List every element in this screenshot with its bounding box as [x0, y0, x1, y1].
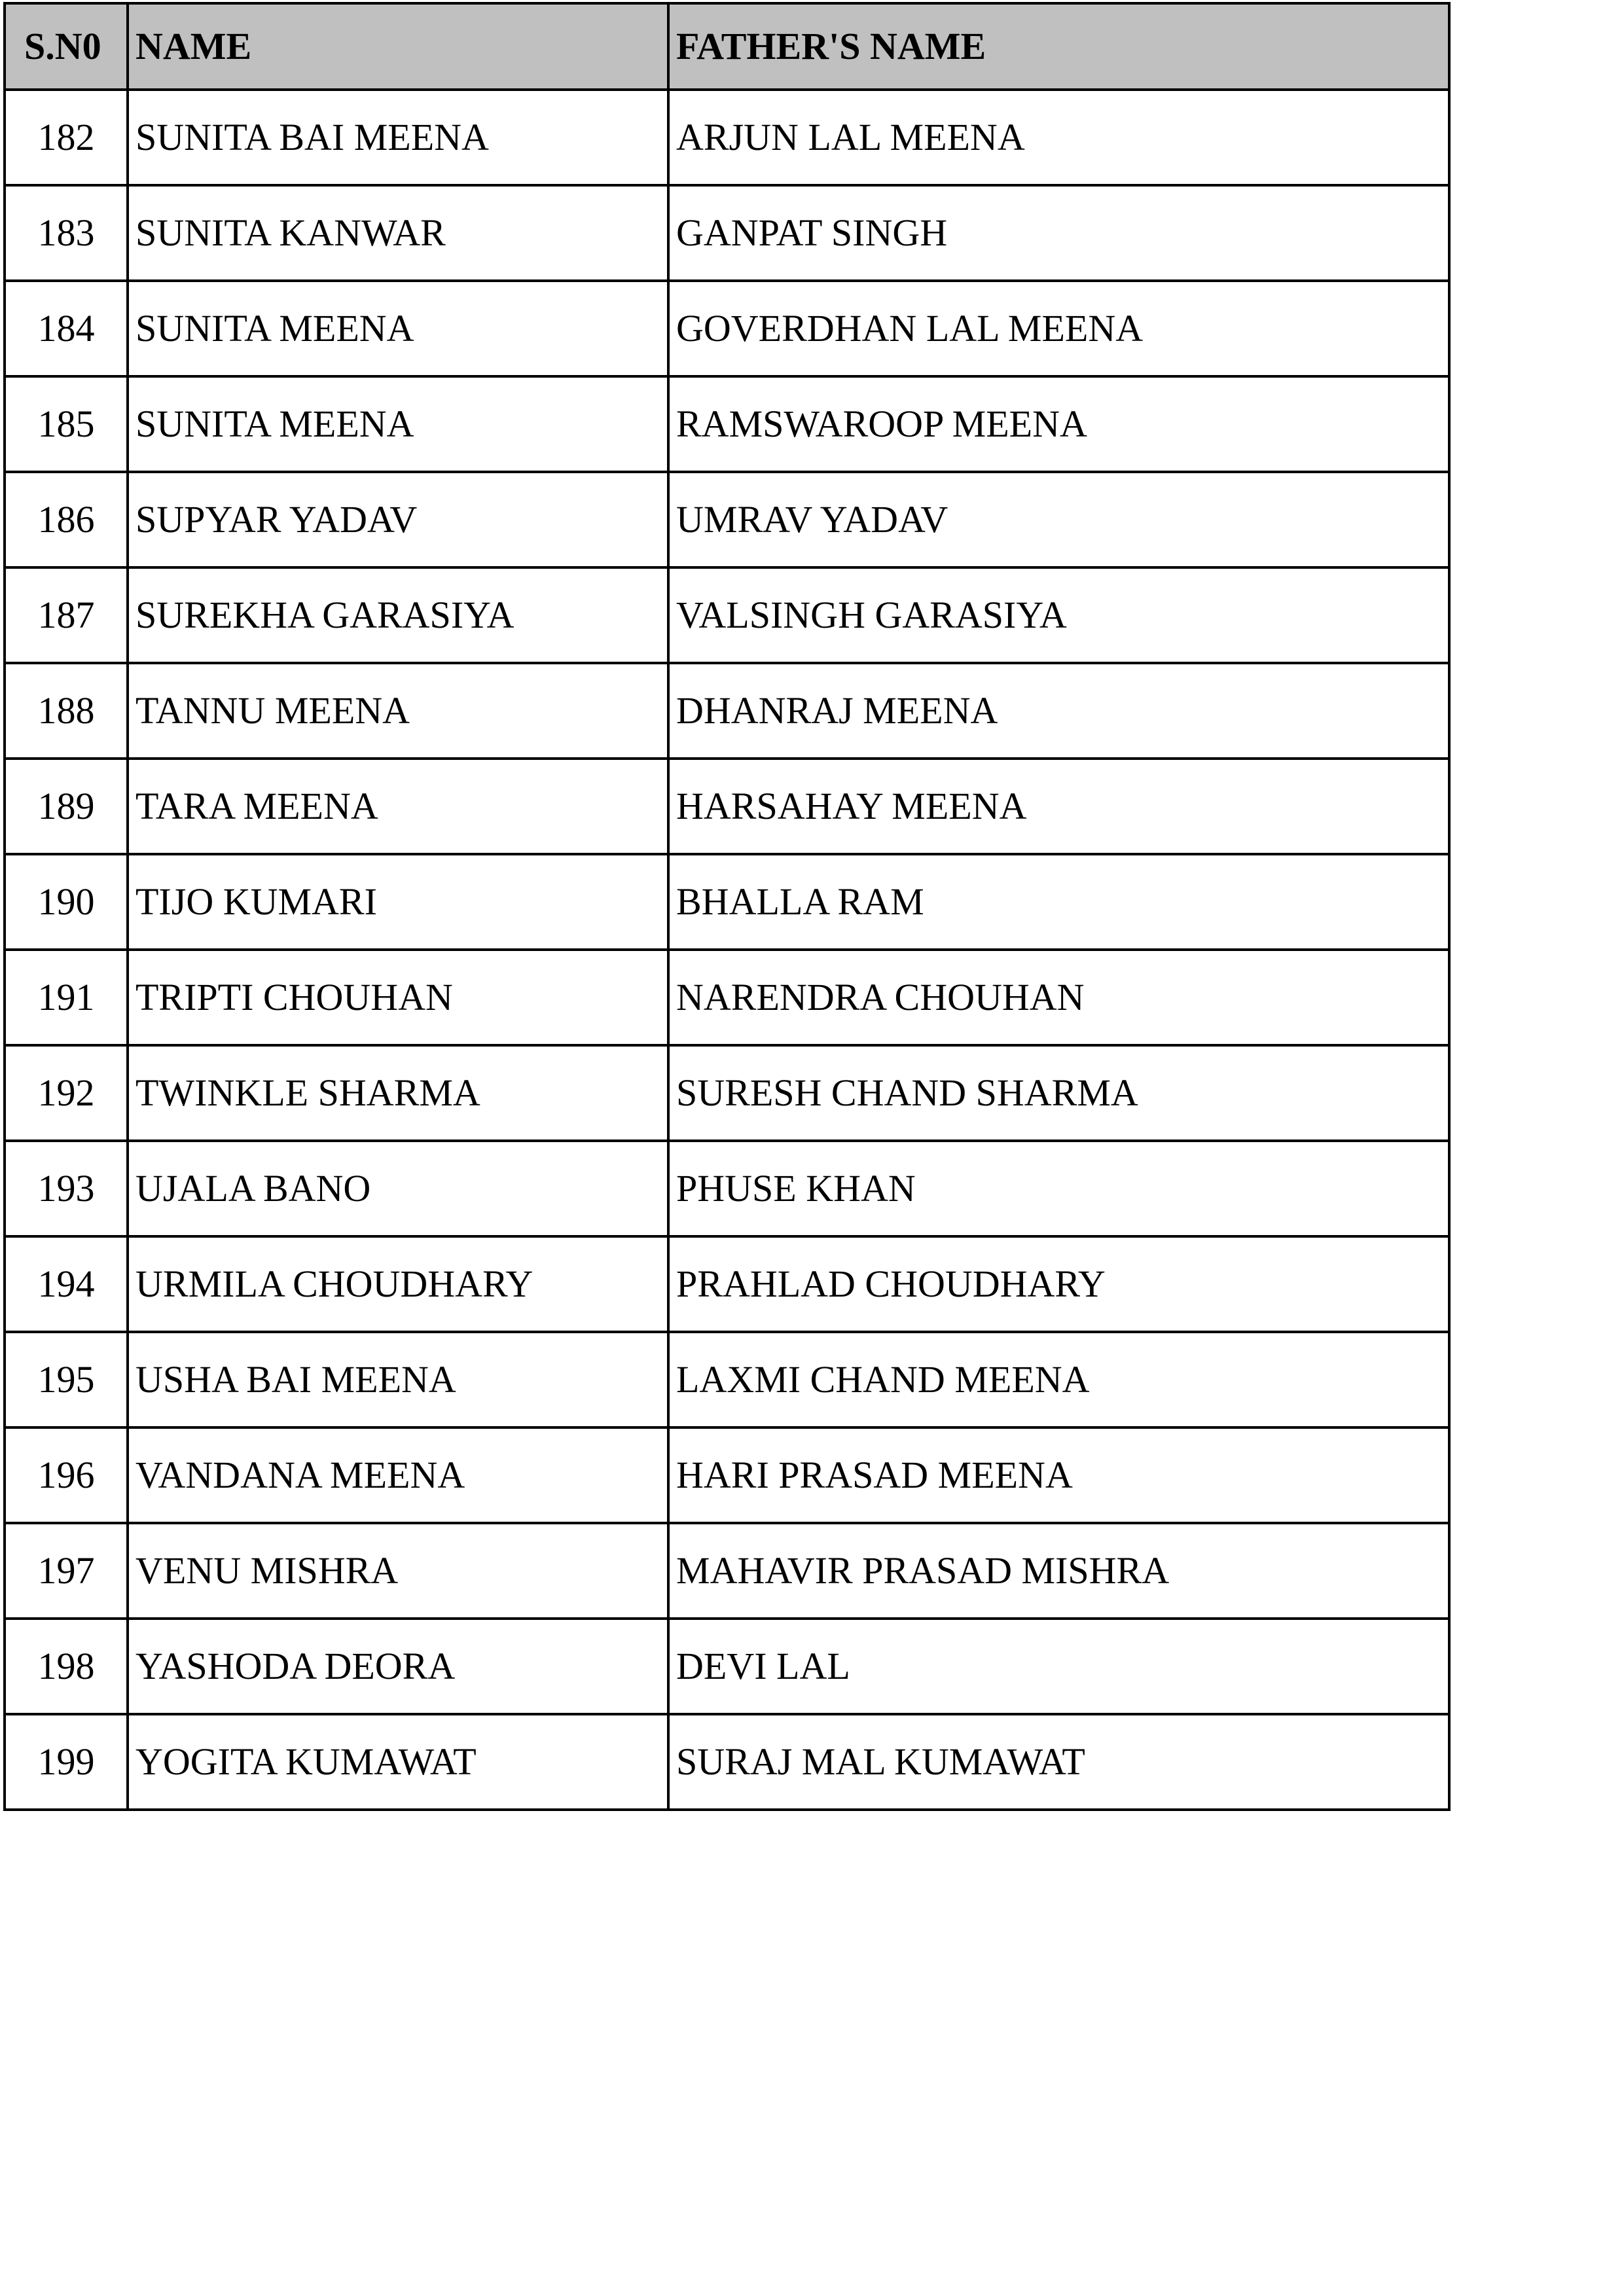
- fathers-name-cell: HARSAHAY MEENA: [668, 759, 1449, 854]
- table-row: [5, 1236, 1449, 1332]
- student-roster-table: [3, 2, 1451, 1811]
- table-row: [5, 1045, 1449, 1141]
- name-cell: SUNITA MEENA: [128, 281, 668, 376]
- name-cell: TANNU MEENA: [128, 663, 668, 759]
- fathers-name-cell: LAXMI CHAND MEENA: [668, 1332, 1449, 1427]
- name-cell: TWINKLE SHARMA: [128, 1045, 668, 1141]
- name-cell: TARA MEENA: [128, 759, 668, 854]
- serial-number-cell: 197: [5, 1523, 128, 1619]
- fathers-name-cell: PRAHLAD CHOUDHARY: [668, 1236, 1449, 1332]
- header-row: [5, 3, 1449, 90]
- serial-number-cell: 199: [5, 1714, 128, 1810]
- fathers-name-cell: NARENDRA CHOUHAN: [668, 950, 1449, 1045]
- column-header-serial-number: S.N0: [5, 3, 128, 90]
- fathers-name-cell: RAMSWAROOP MEENA: [668, 376, 1449, 472]
- serial-number-cell: 193: [5, 1141, 128, 1236]
- table-row: [5, 1427, 1449, 1523]
- table-header: [5, 3, 1449, 90]
- name-cell: USHA BAI MEENA: [128, 1332, 668, 1427]
- table-row: [5, 1141, 1449, 1236]
- fathers-name-cell: DHANRAJ MEENA: [668, 663, 1449, 759]
- name-cell: VENU MISHRA: [128, 1523, 668, 1619]
- serial-number-cell: 186: [5, 472, 128, 567]
- serial-number-cell: 195: [5, 1332, 128, 1427]
- serial-number-cell: 183: [5, 185, 128, 281]
- fathers-name-cell: GOVERDHAN LAL MEENA: [668, 281, 1449, 376]
- fathers-name-cell: PHUSE KHAN: [668, 1141, 1449, 1236]
- name-cell: YASHODA DEORA: [128, 1619, 668, 1714]
- serial-number-cell: 189: [5, 759, 128, 854]
- fathers-name-cell: DEVI LAL: [668, 1619, 1449, 1714]
- document-page: [3, 2, 1451, 1811]
- name-cell: SUPYAR YADAV: [128, 472, 668, 567]
- fathers-name-cell: HARI PRASAD MEENA: [668, 1427, 1449, 1523]
- serial-number-cell: 182: [5, 90, 128, 185]
- table-row: [5, 950, 1449, 1045]
- table-row: [5, 1714, 1449, 1810]
- name-cell: SUREKHA GARASIYA: [128, 567, 668, 663]
- table-row: [5, 1619, 1449, 1714]
- table-row: [5, 281, 1449, 376]
- serial-number-cell: 194: [5, 1236, 128, 1332]
- column-header-fathers-name: FATHER'S NAME: [668, 3, 1449, 90]
- name-cell: SUNITA MEENA: [128, 376, 668, 472]
- table-row: [5, 854, 1449, 950]
- column-header-name: NAME: [128, 3, 668, 90]
- table-row: [5, 90, 1449, 185]
- serial-number-cell: 198: [5, 1619, 128, 1714]
- fathers-name-cell: ARJUN LAL MEENA: [668, 90, 1449, 185]
- table-row: [5, 663, 1449, 759]
- serial-number-cell: 190: [5, 854, 128, 950]
- name-cell: YOGITA KUMAWAT: [128, 1714, 668, 1810]
- serial-number-cell: 184: [5, 281, 128, 376]
- fathers-name-cell: UMRAV YADAV: [668, 472, 1449, 567]
- fathers-name-cell: GANPAT SINGH: [668, 185, 1449, 281]
- fathers-name-cell: MAHAVIR PRASAD MISHRA: [668, 1523, 1449, 1619]
- table-row: [5, 376, 1449, 472]
- name-cell: TIJO KUMARI: [128, 854, 668, 950]
- fathers-name-cell: VALSINGH GARASIYA: [668, 567, 1449, 663]
- serial-number-cell: 185: [5, 376, 128, 472]
- table-row: [5, 185, 1449, 281]
- name-cell: SUNITA KANWAR: [128, 185, 668, 281]
- serial-number-cell: 187: [5, 567, 128, 663]
- serial-number-cell: 188: [5, 663, 128, 759]
- table-row: [5, 567, 1449, 663]
- fathers-name-cell: SURAJ MAL KUMAWAT: [668, 1714, 1449, 1810]
- serial-number-cell: 191: [5, 950, 128, 1045]
- name-cell: TRIPTI CHOUHAN: [128, 950, 668, 1045]
- name-cell: SUNITA BAI MEENA: [128, 90, 668, 185]
- fathers-name-cell: BHALLA RAM: [668, 854, 1449, 950]
- name-cell: VANDANA MEENA: [128, 1427, 668, 1523]
- name-cell: URMILA CHOUDHARY: [128, 1236, 668, 1332]
- table-row: [5, 1523, 1449, 1619]
- table-row: [5, 759, 1449, 854]
- fathers-name-cell: SURESH CHAND SHARMA: [668, 1045, 1449, 1141]
- serial-number-cell: 192: [5, 1045, 128, 1141]
- table-row: [5, 472, 1449, 567]
- table-row: [5, 1332, 1449, 1427]
- serial-number-cell: 196: [5, 1427, 128, 1523]
- table-body: [5, 90, 1449, 1810]
- name-cell: UJALA BANO: [128, 1141, 668, 1236]
